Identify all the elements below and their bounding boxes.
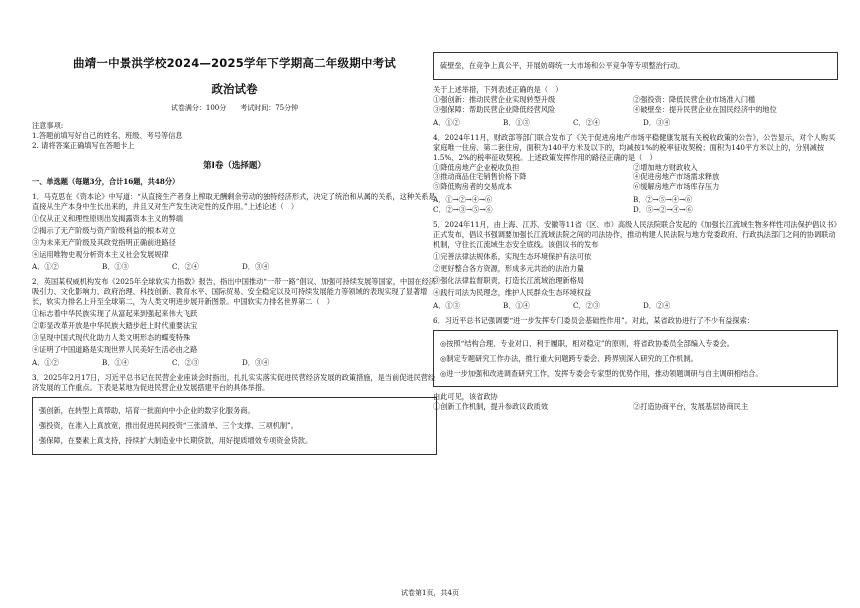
question-4-options-row bbox=[433, 195, 838, 205]
option-b: B．①④ bbox=[503, 300, 530, 310]
option-d: D．③④ bbox=[242, 357, 270, 367]
question-3-item: ③强保障：帮助民营企业降低经营风险 bbox=[433, 104, 556, 114]
option-d: D．②④ bbox=[643, 300, 671, 310]
question-3-item: ①强创新：推动民营企业实现转型升级 bbox=[433, 94, 556, 104]
question-4-item: ①降低房地产企业税收负担 bbox=[433, 162, 520, 172]
question-1-stem: 1．马克思在《资本论》中写道：“从直接生产者身上榨取无酬剩余劳动的独特经济形式，决定了统治和从属的关系，这种关系是直接从生产本身中生长出来的，并且又对生产发生决定性的反作用。”上述论述（ ） bbox=[32, 191, 436, 211]
question-4-items-row bbox=[433, 163, 838, 173]
option-a: A．①③ bbox=[433, 300, 460, 310]
question-1-item: ④运用唯物史观分析资本主义社会发展规律 bbox=[32, 249, 169, 259]
option-b: B．②→⑤→④→⑥ bbox=[633, 195, 693, 205]
question-3-item: ④破壁垒：提升民营企业在国民经济中的地位 bbox=[633, 104, 777, 114]
question-5-item: ①完善法律法规体系，实现生态环境保护有法可依 bbox=[433, 252, 592, 261]
question-4-item: ⑤降低购房者的交易成本 bbox=[433, 182, 513, 192]
question-6-items-row bbox=[433, 402, 838, 412]
exam-subject: 政治试卷 bbox=[211, 81, 258, 96]
question-6-after: 由此可见，该省政协 bbox=[433, 392, 498, 402]
question-4-items-row bbox=[433, 172, 838, 182]
option-c: C．②④ bbox=[172, 262, 200, 272]
question-3-items-row bbox=[433, 95, 838, 105]
question-2-item: ④证明了中国道路是实现世界人民美好生活必由之路 bbox=[32, 345, 198, 355]
question-5-item: ②更好整合各方资源，形成多元共治的法治力量 bbox=[433, 263, 584, 273]
option-b: B．①③ bbox=[102, 262, 129, 272]
question-2-item: ③呈现中国式现代化助力人类文明形态的蝶变特殊 bbox=[32, 333, 191, 343]
page-footer: 试卷第1页，共4页 bbox=[401, 589, 459, 597]
notice-heading: 注意事项: bbox=[32, 121, 64, 131]
question-2-item: ②彰显改革开放是中华民族大踏步赶上时代重要法宝 bbox=[32, 321, 198, 331]
option-b: B．①③ bbox=[503, 117, 530, 127]
section-title: 第Ⅰ卷（选择题） bbox=[203, 161, 266, 172]
question-3-item: ②强投资：降低民营企业市场准入门槛 bbox=[633, 94, 756, 104]
part-heading: 一、单选题（每题3分，合计16题，共48分） bbox=[32, 176, 180, 186]
option-c: C．②④ bbox=[573, 117, 601, 127]
question-6-material-box bbox=[433, 330, 838, 388]
right-column bbox=[433, 0, 838, 412]
exam-title: 曲靖一中景洪学校2024—2025学年下学期高二年级期中考试 bbox=[72, 56, 396, 70]
left-column bbox=[32, 0, 437, 455]
question-4-item: ③推动商品住宅销售价格下降 bbox=[433, 172, 527, 182]
question-4-item: ⑥缓解房地产市场库存压力 bbox=[633, 182, 720, 192]
question-1-options bbox=[32, 262, 437, 272]
question-3-options bbox=[433, 118, 838, 128]
option-a: A．①② bbox=[433, 117, 460, 127]
question-4-items-row bbox=[433, 182, 838, 192]
question-5-item: ④践行司法为民理念，维护人民群众生态环境权益 bbox=[433, 287, 592, 297]
option-b: B．①④ bbox=[102, 357, 129, 367]
question-4-item: ④促进房地产市场需求释放 bbox=[633, 172, 720, 182]
question-3-stem: 3．2025年2月17日，习近平总书记在民营企业座谈会时指出，扎扎实实落实促进民营经济发展的政策措施，是当前促进民营经济发展的工作重点。下表是某地为促进民营企业发展搭建平台的具体举措。 bbox=[32, 372, 436, 392]
question-3-material-box bbox=[32, 397, 437, 455]
question-1-item: ②揭示了无产阶级与资产阶级利益的根本对立 bbox=[32, 225, 176, 235]
question-4-stem: 4．2024年11月，财政部等部门联合发布了《关于促进房地产市场平稳健康发展有关税收政策的公告》，公告显示，对个人购买家庭唯一住房、第二套住房，面积为140平方米及以下的，均减按1%的税率征收契税；面积为140平方米以上的，分别减按1.5%、2%的税率征收契税。上述政策发挥作用的路径正确的是（ ） bbox=[433, 132, 836, 162]
question-5-stem: 5．2024年11月，由上海、江苏、安徽等11省（区、市）高级人民法院联合发起的《加强长江流域生物多样性司法保护倡议书》正式发布，倡议书强调要加强长江流域法院之间的司法协作，推动构建人民法院与地方党委政府、行政执法部门之间的协调联动机制，守住长江流域生态安全底线。该倡议书的发布 bbox=[433, 220, 838, 250]
material-line: ◎按照“结构合理、专业对口、利于履职，相对稳定”的原则，将省政协委员全部编入专委会。 bbox=[440, 338, 734, 348]
question-1-item: ①仅从正义和理性原则出发揭露资本主义的弊端 bbox=[32, 213, 183, 223]
option-a: A．①② bbox=[32, 262, 59, 272]
question-1-item: ③为未来无产阶级及其政党指明正确前进路径 bbox=[32, 237, 176, 247]
exam-meta: 试卷满分：100分 考试时间：75分钟 bbox=[170, 103, 299, 112]
question-6-stem: 6．习近平总书记强调要“进一步发挥专门委员会基础性作用”。对此，某省政协进行了不少有益探索： bbox=[433, 315, 754, 325]
option-c: C．②→③→⑤→⑥ bbox=[433, 205, 493, 215]
option-c: C．②③ bbox=[573, 300, 601, 310]
material-line: 硫壁垒，在竞争上真公平，开展妨碍统一大市场和公平竞争等专项整治行动。 bbox=[440, 61, 685, 70]
material-line: 强投资，在准入上真放宽，推出促进民间投资“三张清单、三个支撑、三项机制”。 bbox=[39, 420, 298, 430]
material-line: 强保障，在要素上真支持，持续扩大制造业中长期贷款，用好提质增效专项资金贷款。 bbox=[39, 435, 313, 445]
question-5-item: ③强化法律监督职责，打造长江流域治理新格局 bbox=[433, 275, 584, 285]
question-4-options-row bbox=[433, 205, 838, 215]
question-2-item: ①标志着中华民族实现了从富起来到强起来伟大飞跃 bbox=[32, 309, 198, 319]
notice-item: 1.答题前填写好自己的姓名、班级、考号等信息 bbox=[32, 131, 183, 141]
question-6-item: ①创新工作机制，提升参政议政质效 bbox=[433, 402, 549, 412]
option-d: D．③④ bbox=[643, 117, 671, 127]
material-line: 强创新，在转型上真帮助，培育一批面向中小企业的数字化服务商。 bbox=[39, 405, 255, 415]
option-a: A．①② bbox=[32, 357, 59, 367]
question-3-material-box-cont bbox=[433, 52, 838, 80]
question-2-stem: 2．英国某权威机构发布《2025年全球软实力指数》报告，指出中国推动“一带一路”倡议、加强可持续发展等国家，中国在经济吸引力、文化影响力、政府治理、科技创新、教育水平、国际贸易、安全稳定以及可持续发展能力等领域的表现实现了显著增长，软实力排名上升至全球第二，为人类文明进步展开新图景。中国软实力排名世界第二（ ） bbox=[32, 277, 436, 307]
question-3-ask: 关于上述举措，下列表述正确的是（ ） bbox=[433, 84, 563, 94]
material-line: ◎制定专题研究工作办法，推行重大问题跨专委会、跨界别深入研究的工作机制。 bbox=[440, 353, 698, 363]
option-d: D．③④ bbox=[242, 262, 270, 272]
question-6-item: ②打造协商平台，发展基层协商民主 bbox=[633, 402, 749, 412]
notice-item: 2. 请将答案正确填写在答题卡上 bbox=[32, 141, 135, 151]
option-d: D．⑤→②→④→⑥ bbox=[633, 205, 693, 215]
question-3-items-row bbox=[433, 105, 838, 115]
material-line: ◎进一步加强和改进调查研究工作，发挥专委会专家型的优势作用，推动领题调研与自主调研相结合。 bbox=[440, 368, 763, 378]
question-4-item: ②增加地方财政收入 bbox=[633, 162, 698, 172]
option-a: A．①→②→④→⑥ bbox=[433, 195, 493, 205]
question-5-options bbox=[433, 301, 838, 311]
question-2-options bbox=[32, 358, 437, 368]
option-c: C．②③ bbox=[172, 357, 200, 367]
